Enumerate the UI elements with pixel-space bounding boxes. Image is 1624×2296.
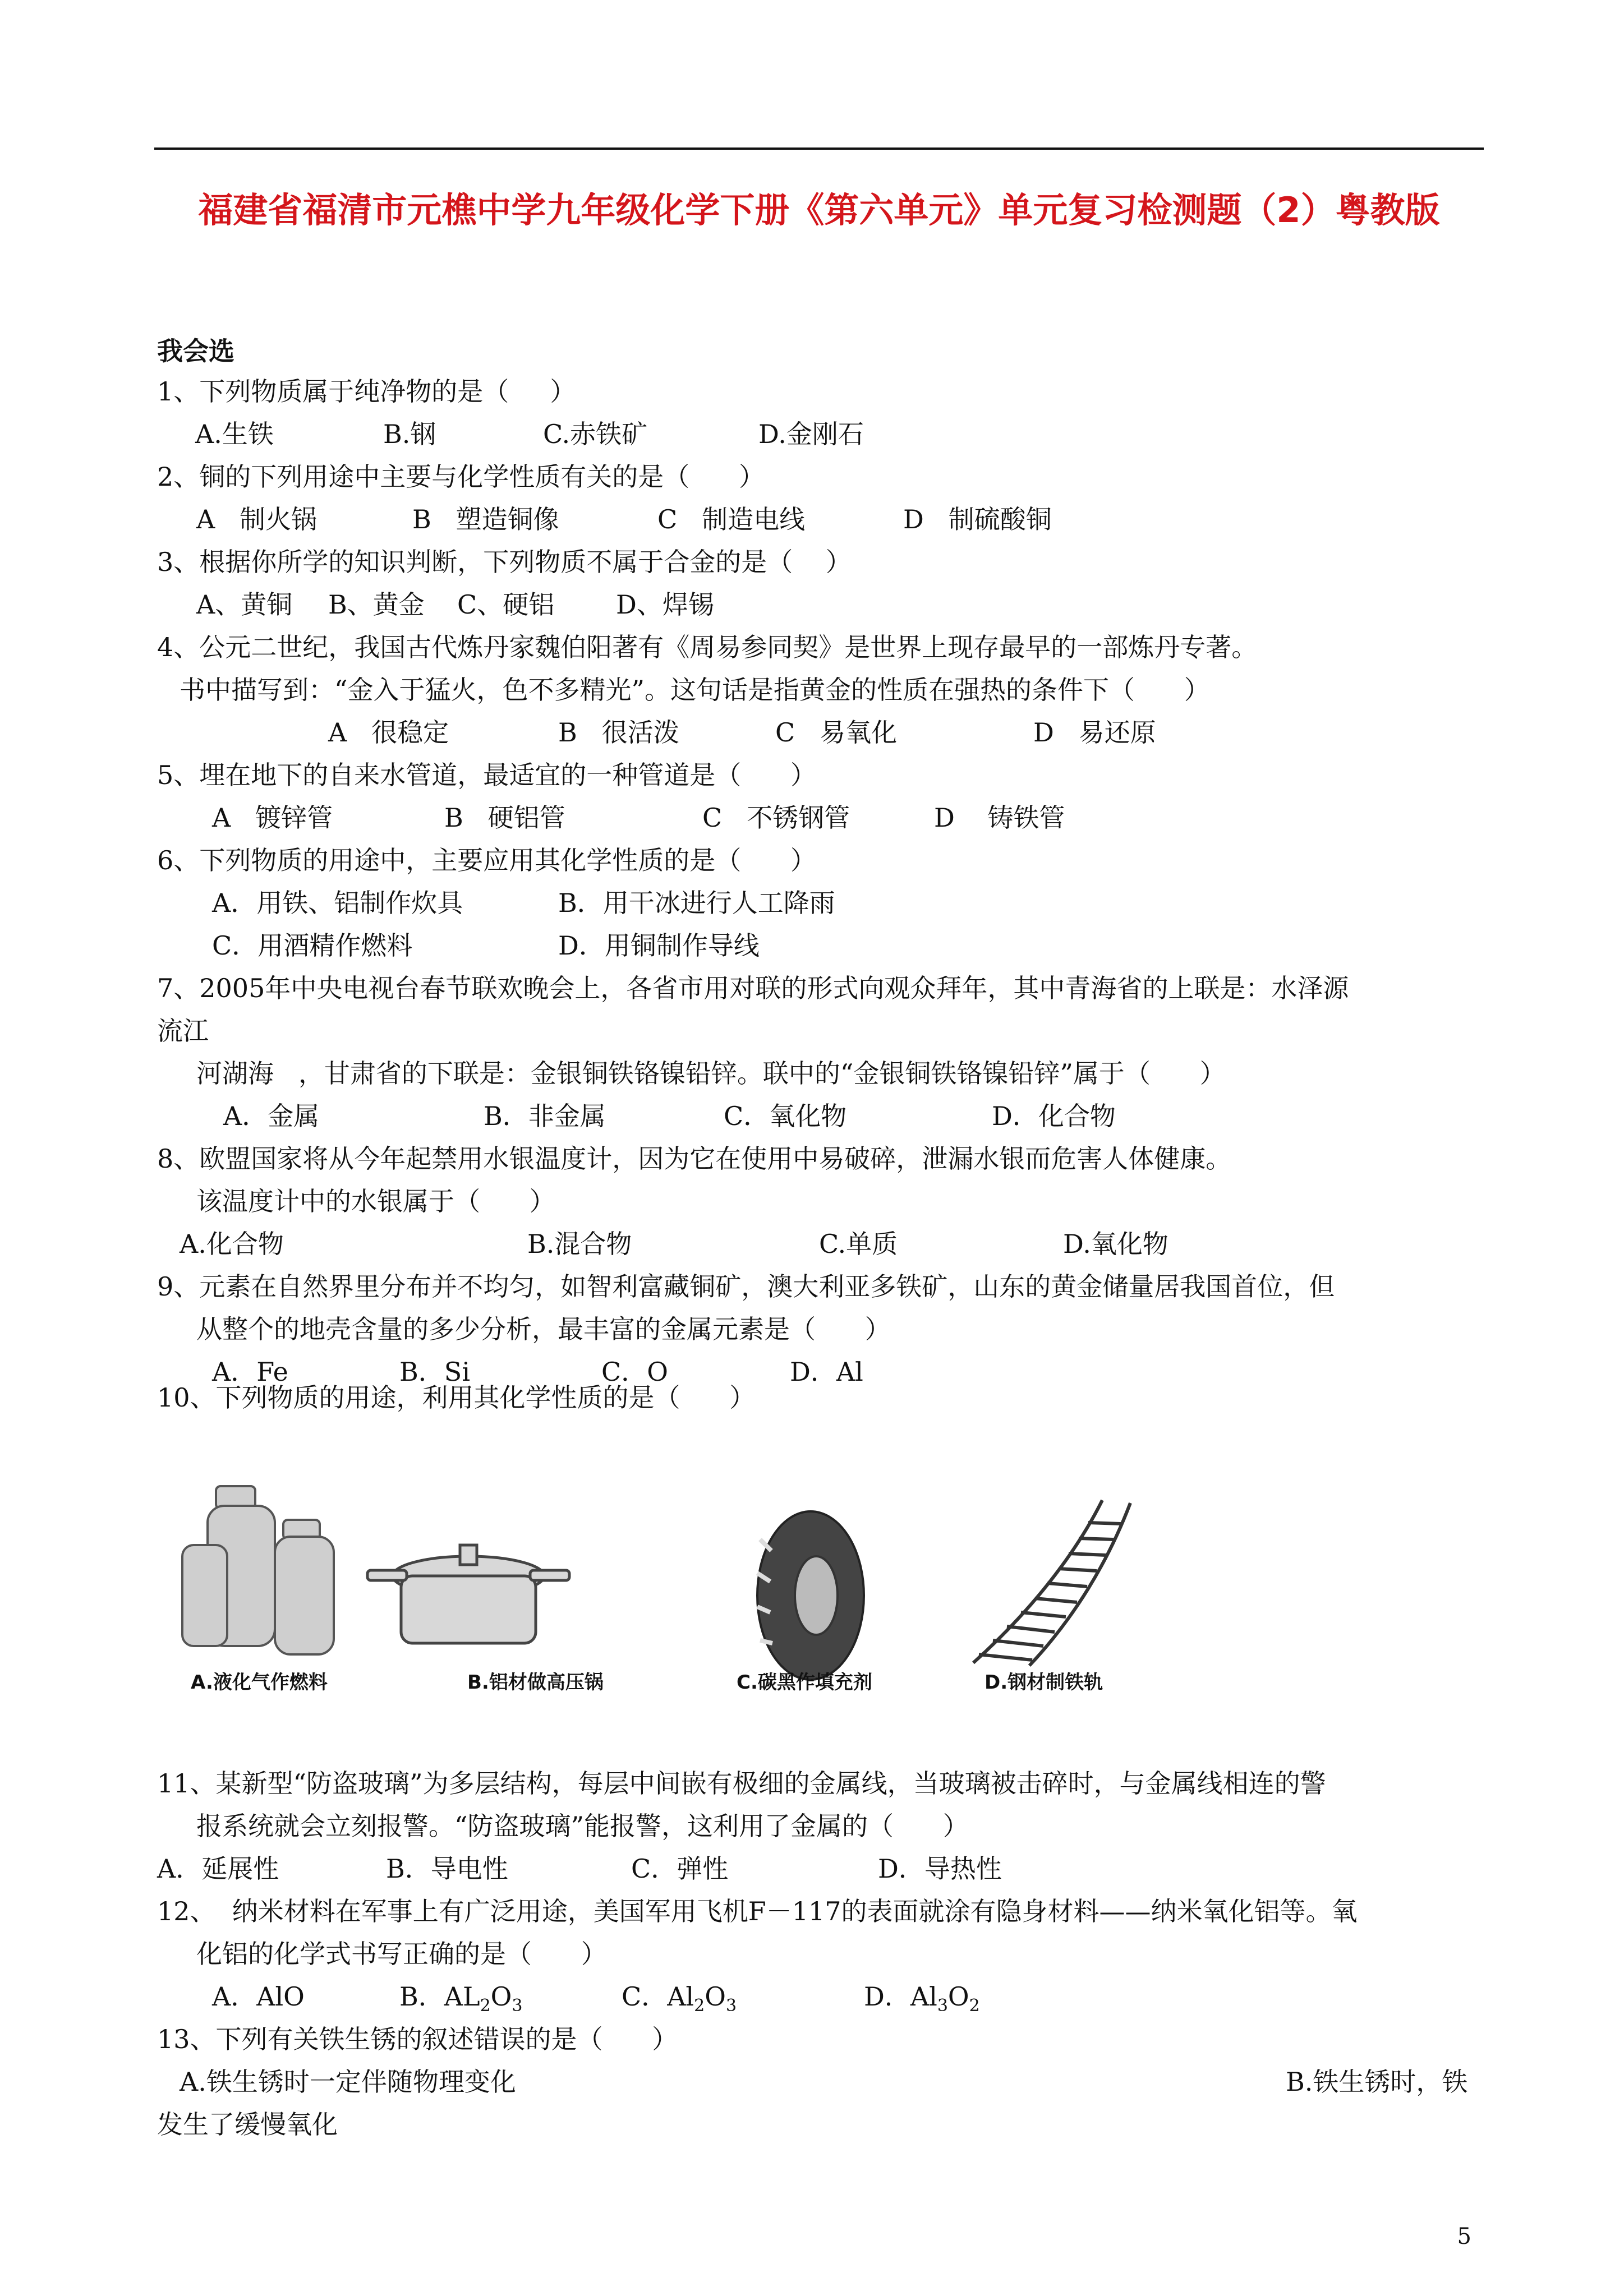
q2-option-c: C 制造电线	[657, 504, 806, 534]
q12-option-c-sub1: 2	[694, 1996, 705, 2016]
q12-option-d-rest: O	[947, 1981, 969, 2012]
question-13: 13、下列有关铁生锈的叙述错误的是（ ）	[157, 2024, 678, 2054]
figure-caption-c: C.碳黑作填充剂	[737, 1671, 872, 1694]
q2-option-d: D 制硫酸铜	[903, 504, 1052, 534]
question-1: 1、下列物质属于纯净物的是（ ）	[157, 376, 576, 407]
top-rule	[154, 147, 1484, 150]
q11-option-d: D．导热性	[878, 1854, 1002, 1884]
question-4: 4、公元二世纪，我国古代炼丹家魏伯阳著有《周易参同契》是世界上现存最早的一部炼丹专著。	[157, 632, 1258, 662]
question-7-line2: 流江	[157, 1016, 209, 1046]
q12-option-b-rest: O	[490, 1981, 512, 2012]
q3-option-a: A、黄铜	[196, 589, 293, 620]
question-8: 8、欧盟国家将从今年起禁用水银温度计，因为它在使用中易破碎，泄漏水银而危害人体健康。	[157, 1144, 1232, 1174]
q12-option-c-sub2: 3	[725, 1996, 737, 2016]
question-11: 11、某新型“防盗玻璃”为多层结构，每层中间嵌有极细的金属线，当玻璃被击碎时，与金属线相连的警	[157, 1768, 1326, 1799]
question-11-continued: 报系统就会立刻报警。“防盗玻璃”能报警，这利用了金属的（ ）	[196, 1811, 969, 1841]
q5-option-a: A 镀锌管	[212, 803, 333, 833]
q4-option-d: D 易还原	[1033, 717, 1156, 748]
q7-option-d: D．化合物	[992, 1101, 1116, 1131]
q1-option-b: B.钢	[383, 419, 436, 449]
q13-option-a: A.铁生锈时一定伴随物理变化	[180, 2067, 516, 2097]
q2-option-a: A 制火锅	[196, 504, 318, 534]
q12-option-d-sub1: 3	[937, 1996, 948, 2016]
q9-option-a: A．Fe	[212, 1357, 288, 1387]
question-6: 6、下列物质的用途中，主要应用其化学性质的是（ ）	[157, 845, 816, 875]
q6-option-b: B．用干冰进行人工降雨	[558, 888, 835, 918]
q12-option-d	[864, 1980, 980, 2023]
q9-option-c: C．O	[601, 1357, 668, 1387]
question-12-continued: 化铝的化学式书写正确的是（ ）	[196, 1939, 607, 1969]
q3-option-c: C、硬铝	[457, 589, 555, 620]
q5-option-d: D 铸铁管	[934, 803, 1065, 833]
question-8-continued: 该温度计中的水银属于（ ）	[196, 1186, 555, 1216]
question-4-continued: 书中描写到：“金入于猛火，色不多精光”。这句话是指黄金的性质在强热的条件下（ ）	[180, 675, 1210, 705]
q12-option-b-sub2: 3	[512, 1996, 523, 2016]
q12-option-d-sub2: 2	[969, 1996, 980, 2016]
question-3: 3、根据你所学的知识判断，下列物质不属于合金的是（ ）	[157, 547, 852, 577]
q7-option-b: B．非金属	[484, 1101, 606, 1131]
q8-option-a: A.化合物	[180, 1229, 284, 1259]
q7-option-c: C．氧化物	[724, 1101, 847, 1131]
page-number: 5	[1457, 2224, 1471, 2249]
q8-option-b: B.混合物	[527, 1229, 632, 1259]
q11-option-c: C．弹性	[631, 1854, 729, 1884]
q4-option-c: C 易氧化	[775, 717, 898, 748]
q12-option-c-rest: O	[705, 1981, 726, 2012]
question-7-line3: 河湖海 ，甘肃省的下联是：金银铜铁铬镍铅锌。联中的“金银铜铁铬镍铅锌”属于（ ）	[196, 1058, 1226, 1089]
q9-option-b: B．Si	[399, 1357, 471, 1387]
q12-option-d-label: D．Al	[864, 1981, 937, 2012]
gas-cylinder-icon	[182, 1486, 334, 1654]
q3-option-b: B、黄金	[328, 589, 425, 620]
q2-option-b: B 塑造铜像	[412, 504, 559, 534]
question-12: 12、 纳米材料在军事上有广泛用途，美国军用飞机F－117的表面就涂有隐身材料——纳米氧化铝等。氧	[157, 1896, 1358, 1926]
question-10-figure	[154, 1472, 1192, 1702]
figure-caption-a: A.液化气作燃料	[191, 1671, 328, 1694]
q6-option-a: A．用铁、铝制作炊具	[212, 888, 463, 918]
q1-option-c: C.赤铁矿	[543, 419, 648, 449]
question-9: 9、元素在自然界里分布并不均匀，如智利富藏铜矿，澳大利亚多铁矿，山东的黄金储量居我国首位，但	[157, 1271, 1335, 1302]
question-2: 2、铜的下列用途中主要与化学性质有关的是（ ）	[157, 462, 765, 492]
q13-option-b: B.铁生锈时，铁	[1286, 2067, 1468, 2097]
q12-option-b-sub1: 2	[480, 1996, 491, 2016]
tire-icon	[757, 1511, 864, 1680]
page-title: 福建省福清市元樵中学九年级化学下册《第六单元》单元复习检测题（2）粤教版	[198, 190, 1440, 230]
rail-track-icon	[973, 1500, 1130, 1666]
q3-option-d: D、焊锡	[616, 589, 714, 620]
question-10: 10、下列物质的用途，利用其化学性质的是（ ）	[157, 1382, 756, 1413]
question-5: 5、埋在地下的自来水管道，最适宜的一种管道是（ ）	[157, 760, 816, 790]
pressure-cooker-icon	[367, 1545, 569, 1643]
q12-option-a	[212, 1980, 305, 2013]
q6-option-d: D．用铜制作导线	[558, 930, 760, 961]
q6-option-c: C．用酒精作燃料	[212, 930, 413, 961]
question-13-continued: 发生了缓慢氧化	[157, 2109, 338, 2140]
q7-option-a: A．金属	[223, 1101, 320, 1131]
q12-option-b	[399, 1980, 522, 2023]
section-heading: 我会选	[157, 336, 234, 366]
q12-option-a-label: A．AlO	[212, 1981, 305, 2012]
figure-caption-d: D.钢材制铁轨	[984, 1671, 1103, 1694]
question-9-continued: 从整个的地壳含量的多少分析，最丰富的金属元素是（ ）	[196, 1314, 891, 1344]
q4-option-b: B 很活泼	[558, 717, 679, 748]
q4-option-a: A 很稳定	[328, 717, 449, 748]
q5-option-b: B 硬铝管	[444, 803, 565, 833]
question-7: 7、2005年中央电视台春节联欢晚会上，各省市用对联的形式向观众拜年，其中青海省的上联是：水泽源	[157, 973, 1349, 1003]
q5-option-c: C 不锈钢管	[702, 803, 850, 833]
q12-option-c	[622, 1980, 737, 2023]
q9-option-d: D．Al	[790, 1357, 863, 1387]
q1-option-d: D.金刚石	[758, 419, 864, 449]
q11-option-a: A．延展性	[157, 1854, 279, 1884]
figure-caption-b: B.铝材做高压锅	[467, 1671, 604, 1694]
q1-option-a: A.生铁	[195, 419, 274, 449]
q8-option-d: D.氧化物	[1063, 1229, 1168, 1259]
q12-option-c-label: C．Al	[622, 1981, 694, 2012]
q8-option-c: C.单质	[819, 1229, 898, 1259]
q11-option-b: B．导电性	[386, 1854, 508, 1884]
q12-option-b-label: B．AL	[399, 1981, 480, 2012]
